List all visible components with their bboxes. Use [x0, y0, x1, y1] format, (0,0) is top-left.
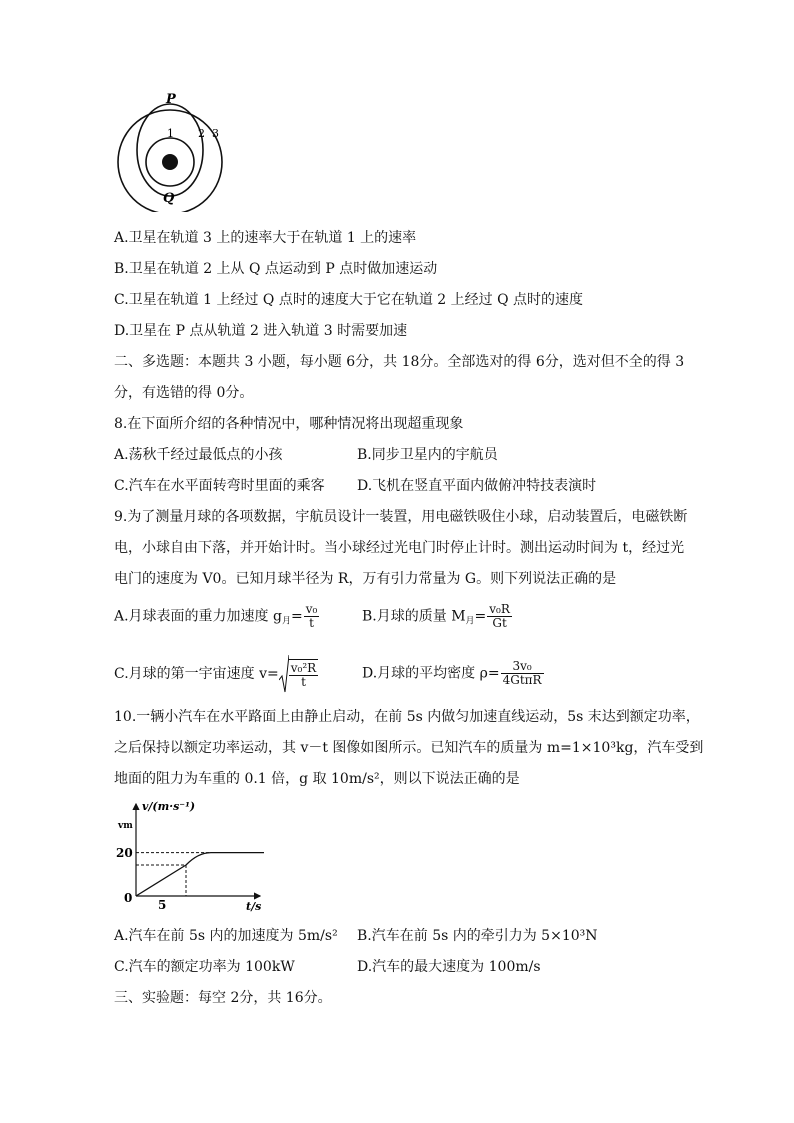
- section2-line1: 二、多选题：本题共 3 小题，每小题 6分，共 18分。全部选对的得 6分，选对但不全的得 3: [114, 354, 685, 370]
- label-1: 1: [167, 127, 174, 140]
- label-3: 3: [212, 127, 219, 140]
- orbit-figure: [110, 92, 250, 212]
- q10-option-c: C.汽车的额定功率为 100kW: [114, 959, 295, 975]
- x-axis-label: t/s: [246, 900, 262, 913]
- q9-option-c: [114, 654, 319, 694]
- section2-line2: 分，有选错的得 0分。: [114, 385, 254, 401]
- label-p: P: [166, 92, 176, 107]
- q10-line3: 地面的阻力为车重的 0.1 倍，g 取 10m/s²，则以下说法正确的是: [114, 771, 520, 787]
- sqrt-sign: [279, 654, 319, 694]
- q9-b-sub: 月: [465, 616, 475, 627]
- q7-option-d: D.卫星在 P 点从轨道 2 进入轨道 3 时需要加速: [114, 323, 408, 339]
- q10-option-b: B.汽车在前 5s 内的牵引力为 5×10³N: [357, 928, 598, 944]
- q9-a-prefix: A.月球表面的重力加速度 g: [114, 608, 282, 625]
- label-q: Q: [163, 191, 175, 206]
- y-axis-label: v/(m·s⁻¹): [142, 800, 196, 813]
- q9-option-d: [362, 660, 545, 687]
- label-2: 2: [198, 127, 205, 140]
- q9-option-b: B.月球的质量 $M_月=$ $\frac{\text{v₀R}}{Gt}$: [362, 602, 510, 630]
- section3-heading: 三、实验题：每空 2分，共 16分。: [114, 990, 332, 1006]
- q9-c-prefix: C.月球的第一宇宙速度 v=: [114, 666, 279, 682]
- y-tick-20: 20: [116, 846, 133, 860]
- q9-line1: 9.为了测量月球的各项数据，宇航员设计一装置，用电磁铁吸住小球，启动装置后，电磁铁断: [114, 509, 688, 525]
- vt-chart: [112, 798, 272, 916]
- q8-stem: 8.在下面所介绍的各种情况中，哪种情况将出现超重现象: [114, 416, 464, 432]
- q9-a-num: v₀: [305, 602, 318, 616]
- q9-a-sub: 月: [281, 616, 291, 627]
- q8-option-d: D.飞机在竖直平面内做俯冲特技表演时: [357, 478, 597, 494]
- q9-a-den: t: [309, 616, 314, 630]
- q9-d-fraction: [501, 660, 544, 687]
- q10-line2: 之后保持以额定功率运动，其 v－t 图像如图所示。已知汽车的质量为 m=1×10³kg，汽车受到: [114, 740, 704, 756]
- orbit-2: [137, 104, 203, 196]
- q8-option-b: B.同步卫星内的宇航员: [357, 447, 498, 463]
- curve-power-segment: [186, 853, 211, 865]
- q9-c-den: t: [301, 675, 306, 689]
- q8-option-c: C.汽车在水平面转弯时里面的乘客: [114, 478, 325, 494]
- q7-option-b: B.卫星在轨道 2 上从 Q 点运动到 P 点时做加速运动: [114, 261, 438, 277]
- q10-line1: 10.一辆小汽车在水平路面上由静止启动，在前 5s 内做匀加速直线运动，5s 末达到额定功率，: [114, 709, 700, 725]
- q9-b-fraction: [487, 603, 512, 630]
- q9-d-den: 4GtπR: [502, 673, 542, 687]
- q9-b-num: v₀R: [489, 602, 510, 616]
- q9-d-prefix: D.月球的平均密度 ρ=: [362, 665, 500, 682]
- q7-option-c: C.卫星在轨道 1 上经过 Q 点时的速度大于它在轨道 2 上经过 Q 点时的速度: [114, 292, 584, 308]
- q9-d-num: 3v₀: [501, 660, 544, 674]
- q9-c-num: v₀²R: [290, 661, 317, 675]
- q9-b-den: Gt: [492, 616, 507, 630]
- x-tick-0: 0: [124, 891, 133, 905]
- q7-option-a: A.卫星在轨道 3 上的速率大于在轨道 1 上的速率: [114, 230, 417, 246]
- q9-a-fraction: [304, 603, 320, 630]
- q8-option-a: A.荡秋千经过最低点的小孩: [114, 447, 283, 463]
- q9-line2: 电，小球自由下落，并开始计时。当小球经过光电门时停止计时。测出运动时间为 t，经过光: [114, 540, 685, 556]
- curve-accel-segment: [136, 865, 186, 896]
- q10-option-a: A.汽车在前 5s 内的加速度为 5m/s²: [114, 928, 338, 944]
- q9-b-prefix: B.月球的质量 M: [362, 608, 466, 625]
- x-tick-5: 5: [158, 898, 167, 912]
- y-tick-vm: vm: [118, 821, 133, 831]
- q9-line3: 电门的速度为 V0。已知月球半径为 R，万有引力常量为 G。则下列说法正确的是: [114, 571, 617, 587]
- q9-c-fraction: [289, 659, 318, 689]
- q10-option-d: D.汽车的最大速度为 100m/s: [357, 959, 541, 975]
- planet: [162, 154, 178, 170]
- q9-option-a: A.月球表面的重力加速度 $g_月=$ $\frac{\text{v₀}}{t}$: [114, 602, 318, 630]
